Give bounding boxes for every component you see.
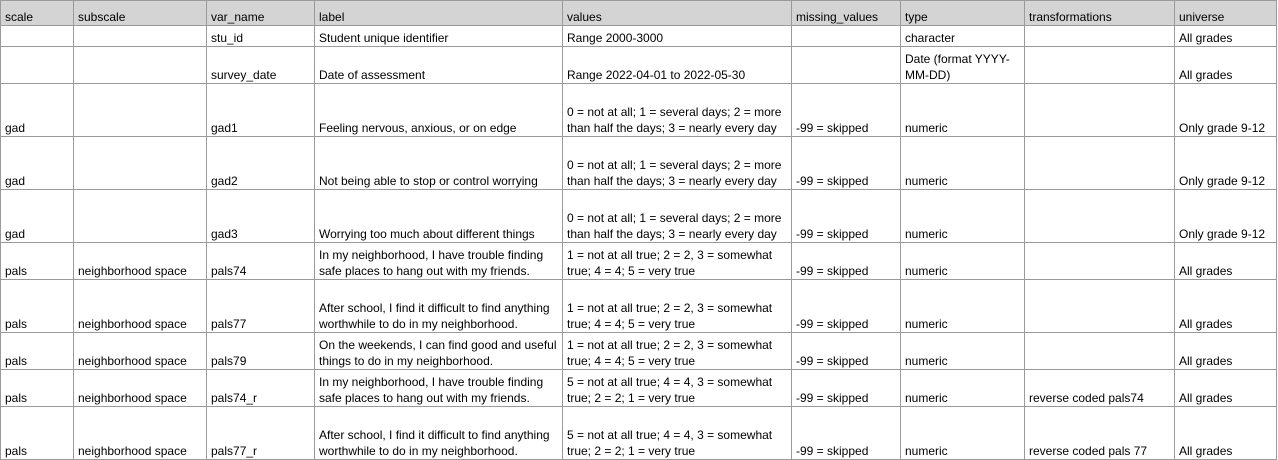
cell-subscale: neighborhood space xyxy=(74,333,207,370)
table-row xyxy=(1,370,1277,407)
cell-type: numeric xyxy=(901,137,1025,190)
cell-type: numeric xyxy=(901,407,1025,460)
table-row xyxy=(1,47,1277,84)
cell-universe: All grades xyxy=(1175,370,1277,407)
cell-type: numeric xyxy=(901,84,1025,137)
cell-values: 0 = not at all; 1 = several days; 2 = more than half the days; 3 = nearly every day xyxy=(563,84,792,137)
header-missing-values: missing_values xyxy=(792,1,901,26)
cell-values: 1 = not at all true; 2 = 2, 3 = somewhat true; 4 = 4; 5 = very true xyxy=(563,333,792,370)
cell-transformations xyxy=(1025,84,1175,137)
cell-scale: gad xyxy=(1,137,74,190)
cell-transformations: reverse coded pals 77 xyxy=(1025,407,1175,460)
cell-transformations xyxy=(1025,333,1175,370)
cell-transformations: reverse coded pals74 xyxy=(1025,370,1175,407)
cell-values: 0 = not at all; 1 = several days; 2 = more than half the days; 3 = nearly every day xyxy=(563,190,792,243)
cell-var-name: pals74 xyxy=(207,243,315,280)
cell-label: On the weekends, I can find good and useful things to do in my neighborhood. xyxy=(315,333,563,370)
cell-transformations xyxy=(1025,243,1175,280)
cell-subscale: neighborhood space xyxy=(74,243,207,280)
cell-transformations xyxy=(1025,26,1175,47)
header-row xyxy=(1,1,1277,26)
cell-universe: All grades xyxy=(1175,280,1277,333)
cell-var-name: pals77_r xyxy=(207,407,315,460)
cell-transformations xyxy=(1025,47,1175,84)
cell-var-name: stu_id xyxy=(207,26,315,47)
cell-scale xyxy=(1,47,74,84)
cell-scale: gad xyxy=(1,190,74,243)
cell-missing-values xyxy=(792,47,901,84)
cell-missing-values: -99 = skipped xyxy=(792,243,901,280)
cell-label: Student unique identifier xyxy=(315,26,563,47)
cell-universe: All grades xyxy=(1175,243,1277,280)
cell-values: 0 = not at all; 1 = several days; 2 = more than half the days; 3 = nearly every day xyxy=(563,137,792,190)
cell-scale xyxy=(1,26,74,47)
cell-missing-values: -99 = skipped xyxy=(792,190,901,243)
cell-label: After school, I find it difficult to find anything worthwhile to do in my neighborhood. xyxy=(315,407,563,460)
cell-scale: gad xyxy=(1,84,74,137)
cell-missing-values: -99 = skipped xyxy=(792,137,901,190)
cell-missing-values: -99 = skipped xyxy=(792,84,901,137)
header-label: label xyxy=(315,1,563,26)
cell-universe: All grades xyxy=(1175,47,1277,84)
header-type: type xyxy=(901,1,1025,26)
cell-scale: pals xyxy=(1,280,74,333)
cell-type: numeric xyxy=(901,243,1025,280)
table-row xyxy=(1,407,1277,460)
cell-var-name: pals77 xyxy=(207,280,315,333)
cell-missing-values: -99 = skipped xyxy=(792,333,901,370)
cell-label: In my neighborhood, I have trouble finding safe places to hang out with my friends. xyxy=(315,243,563,280)
header-scale: scale xyxy=(1,1,74,26)
cell-transformations xyxy=(1025,280,1175,333)
cell-label: Worrying too much about different things xyxy=(315,190,563,243)
cell-values: 5 = not at all true; 4 = 4, 3 = somewhat true; 2 = 2; 1 = very true xyxy=(563,407,792,460)
cell-scale: pals xyxy=(1,243,74,280)
cell-universe: Only grade 9-12 xyxy=(1175,84,1277,137)
cell-var-name: pals74_r xyxy=(207,370,315,407)
cell-scale: pals xyxy=(1,407,74,460)
cell-type: Date (format YYYY-MM-DD) xyxy=(901,47,1025,84)
cell-type: numeric xyxy=(901,333,1025,370)
header-universe: universe xyxy=(1175,1,1277,26)
cell-missing-values: -99 = skipped xyxy=(792,370,901,407)
cell-label: In my neighborhood, I have trouble finding safe places to hang out with my friends. xyxy=(315,370,563,407)
cell-missing-values xyxy=(792,26,901,47)
cell-scale: pals xyxy=(1,333,74,370)
cell-var-name: gad2 xyxy=(207,137,315,190)
table-row xyxy=(1,84,1277,137)
table-row xyxy=(1,333,1277,370)
cell-missing-values: -99 = skipped xyxy=(792,407,901,460)
cell-type: numeric xyxy=(901,190,1025,243)
cell-subscale xyxy=(74,26,207,47)
cell-type: character xyxy=(901,26,1025,47)
cell-var-name: survey_date xyxy=(207,47,315,84)
cell-missing-values: -99 = skipped xyxy=(792,280,901,333)
cell-label: Not being able to stop or control worrying xyxy=(315,137,563,190)
header-values: values xyxy=(563,1,792,26)
cell-values: 1 = not at all true; 2 = 2, 3 = somewhat true; 4 = 4; 5 = very true xyxy=(563,280,792,333)
cell-values: 5 = not at all true; 4 = 4, 3 = somewhat true; 2 = 2; 1 = very true xyxy=(563,370,792,407)
table-row xyxy=(1,137,1277,190)
cell-subscale xyxy=(74,190,207,243)
cell-label: Date of assessment xyxy=(315,47,563,84)
cell-universe: All grades xyxy=(1175,26,1277,47)
header-subscale: subscale xyxy=(74,1,207,26)
cell-subscale xyxy=(74,84,207,137)
cell-label: Feeling nervous, anxious, or on edge xyxy=(315,84,563,137)
cell-universe: All grades xyxy=(1175,333,1277,370)
header-var-name: var_name xyxy=(207,1,315,26)
cell-subscale xyxy=(74,137,207,190)
cell-transformations xyxy=(1025,190,1175,243)
cell-universe: Only grade 9-12 xyxy=(1175,190,1277,243)
cell-subscale: neighborhood space xyxy=(74,370,207,407)
cell-universe: Only grade 9-12 xyxy=(1175,137,1277,190)
cell-type: numeric xyxy=(901,280,1025,333)
cell-var-name: pals79 xyxy=(207,333,315,370)
table-row xyxy=(1,190,1277,243)
cell-label: After school, I find it difficult to find anything worthwhile to do in my neighborhood. xyxy=(315,280,563,333)
cell-var-name: gad1 xyxy=(207,84,315,137)
cell-transformations xyxy=(1025,137,1175,190)
cell-values: Range 2022-04-01 to 2022-05-30 xyxy=(563,47,792,84)
table-row xyxy=(1,243,1277,280)
cell-subscale: neighborhood space xyxy=(74,407,207,460)
table-row xyxy=(1,280,1277,333)
table-row xyxy=(1,26,1277,47)
cell-type: numeric xyxy=(901,370,1025,407)
header-transformations: transformations xyxy=(1025,1,1175,26)
cell-universe: All grades xyxy=(1175,407,1277,460)
cell-subscale xyxy=(74,47,207,84)
cell-scale: pals xyxy=(1,370,74,407)
cell-subscale: neighborhood space xyxy=(74,280,207,333)
cell-values: 1 = not at all true; 2 = 2, 3 = somewhat true; 4 = 4; 5 = very true xyxy=(563,243,792,280)
cell-values: Range 2000-3000 xyxy=(563,26,792,47)
cell-var-name: gad3 xyxy=(207,190,315,243)
